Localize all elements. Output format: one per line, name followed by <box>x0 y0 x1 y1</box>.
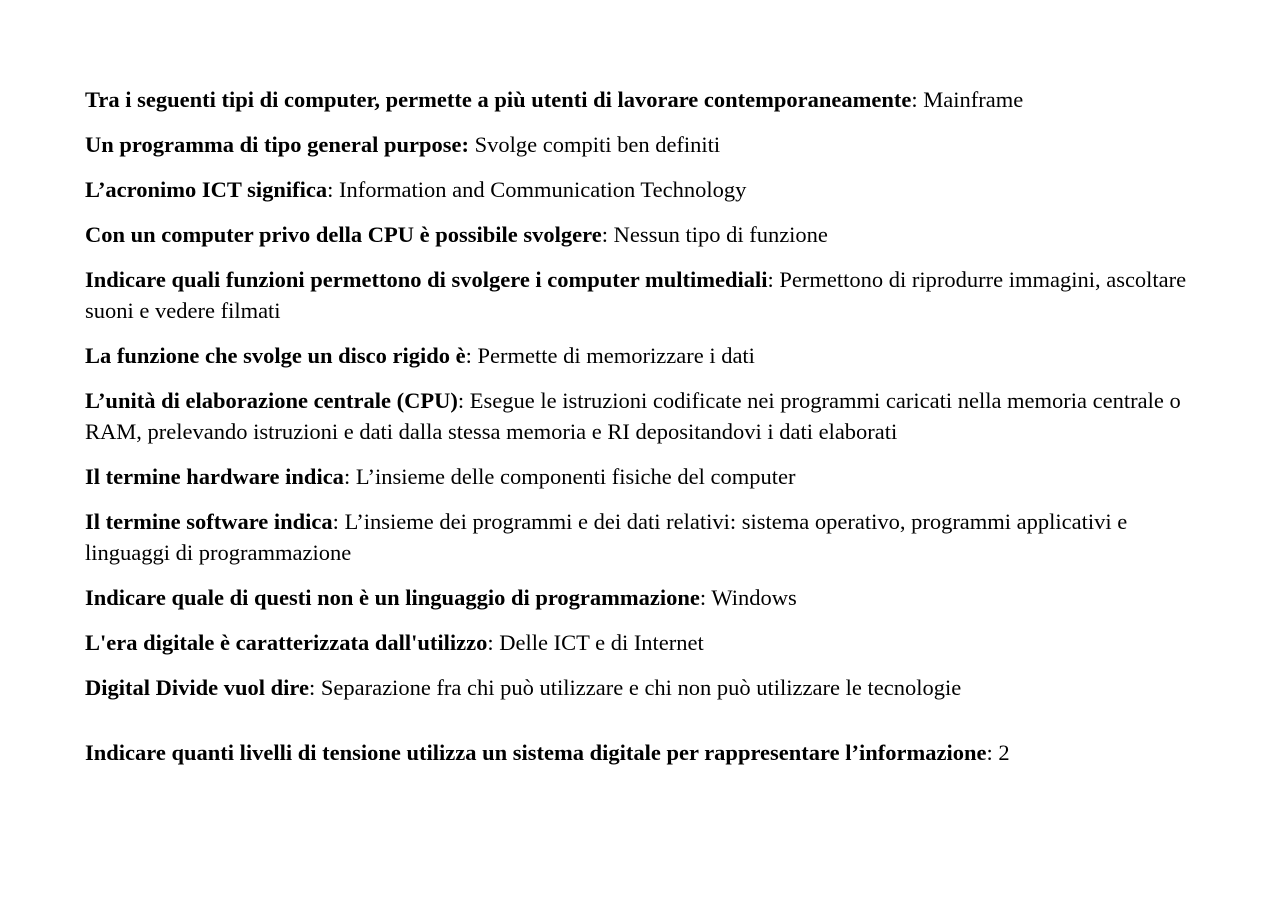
qa-item <box>85 129 1195 160</box>
separator: : <box>601 222 614 247</box>
qa-item <box>85 174 1195 205</box>
separator: : <box>332 509 345 534</box>
question-text: L’acronimo ICT significa <box>85 177 328 202</box>
question-text: Digital Divide vuol dire <box>85 675 309 700</box>
qa-item <box>85 672 1195 703</box>
separator: : <box>465 343 478 368</box>
separator: : <box>343 464 356 489</box>
separator: : <box>487 630 500 655</box>
qa-item <box>85 219 1195 250</box>
qa-item <box>85 461 1195 492</box>
qa-item <box>85 506 1195 568</box>
qa-item <box>85 340 1195 371</box>
answer-text: L’insieme delle componenti fisiche del computer <box>355 464 796 489</box>
separator: : <box>699 585 712 610</box>
separator: : <box>986 740 999 765</box>
qa-item <box>85 582 1195 613</box>
answer-text: Esegue le istruzioni codificate nei programmi caricati nella memoria centrale o RAM, prelevando istruzioni e dati dalla stessa memoria e RI depositandovi i dati elaborati <box>85 388 1181 444</box>
qa-item <box>85 264 1195 326</box>
question-text: Indicare quanti livelli di tensione utilizza un sistema digitale per rappresentare l’informazione <box>85 740 987 765</box>
qa-item <box>85 84 1195 115</box>
answer-text: Nessun tipo di funzione <box>613 222 828 247</box>
qa-item <box>85 627 1195 658</box>
question-text: Indicare quale di questi non è un linguaggio di programmazione <box>85 585 700 610</box>
separator: : <box>767 267 780 292</box>
question-text: Un programma di tipo general purpose: <box>85 132 469 157</box>
separator: : <box>911 87 924 112</box>
question-text: Il termine hardware indica <box>85 464 344 489</box>
answer-text: Svolge compiti ben definiti <box>474 132 721 157</box>
question-text: La funzione che svolge un disco rigido è <box>85 343 466 368</box>
question-text: Il termine software indica <box>85 509 333 534</box>
answer-text: Windows <box>711 585 797 610</box>
answer-text: Separazione fra chi può utilizzare e chi non può utilizzare le tecnologie <box>320 675 962 700</box>
question-text: Tra i seguenti tipi di computer, permette a più utenti di lavorare contemporaneamente <box>85 87 912 112</box>
answer-text: 2 <box>998 740 1010 765</box>
question-text: Indicare quali funzioni permettono di svolgere i computer multimediali <box>85 267 768 292</box>
question-text: L'era digitale è caratterizzata dall'utilizzo <box>85 630 488 655</box>
separator: : <box>327 177 340 202</box>
answer-text: Permette di memorizzare i dati <box>477 343 755 368</box>
answer-text: Mainframe <box>923 87 1024 112</box>
question-text: L’unità di elaborazione centrale (CPU) <box>85 388 458 413</box>
qa-item <box>85 385 1195 447</box>
answer-text: Permettono di riprodurre immagini, ascoltare suoni e vedere filmati <box>85 267 1187 323</box>
separator: : <box>457 388 470 413</box>
answer-text: L’insieme dei programmi e dei dati relativi: sistema operativo, programmi applicativi e linguaggi di programmazione <box>85 509 1128 565</box>
separator: : <box>308 675 321 700</box>
answer-text: Delle ICT e di Internet <box>499 630 704 655</box>
answer-text: Information and Communication Technology <box>339 177 747 202</box>
qa-item <box>85 737 1195 768</box>
question-text: Con un computer privo della CPU è possibile svolgere <box>85 222 602 247</box>
document-page <box>85 84 1195 782</box>
